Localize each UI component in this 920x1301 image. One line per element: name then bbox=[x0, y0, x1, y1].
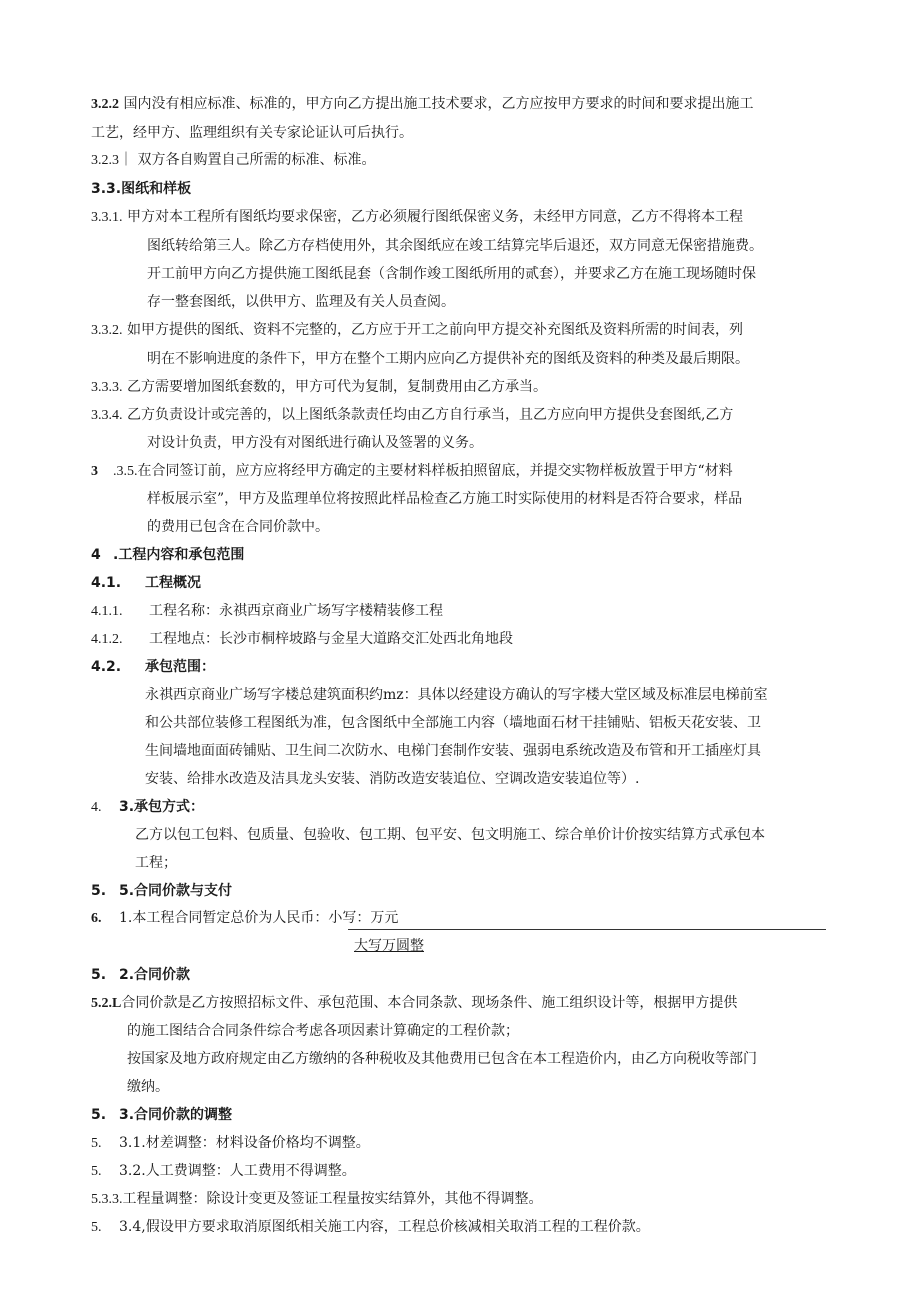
clause-5-2-1 bbox=[91, 994, 737, 1013]
clause-5-2-1-cont-2: 按国家及地方政府规定由乙方缴纳的各种税收及其他费用已包含在本工程造价内，由乙方向税收等部门 bbox=[127, 1051, 757, 1067]
clause-3-2-2-cont: 工艺，经甲方、监理组织有关专家论证认可后执行。 bbox=[91, 125, 413, 141]
section-number: 5. bbox=[91, 1107, 107, 1123]
clause-3-3-4-cont: 对设计负责，甲方没有对图纸进行确认及签署的义务。 bbox=[147, 435, 483, 451]
underline-rule bbox=[348, 929, 826, 930]
section-title: 承包范围： bbox=[145, 659, 215, 675]
clause-3-3-1-cont-3: 存一整套图纸，以供甲方、监理及有关人员查阅。 bbox=[147, 294, 455, 310]
clause-5-3-3 bbox=[91, 1190, 543, 1209]
clause-text: 甲方对本工程所有图纸均要求保密，乙方必须履行图纸保密义务，未经甲方同意，乙方不得将本工程 bbox=[126, 209, 743, 225]
clause-number: 3.3.1. bbox=[91, 210, 123, 225]
clause-number: 5. bbox=[91, 1220, 102, 1235]
section-title: 2.合同价款 bbox=[119, 967, 191, 983]
section-number: 5. bbox=[91, 883, 107, 899]
section-heading-4-3 bbox=[91, 798, 204, 817]
clause-3-3-2-cont: 明在不影响进度的条件下，甲方在整个工期内应向乙方提供补充的图纸及资料的种类及最后期限。 bbox=[147, 351, 749, 367]
clause-number: 3.2.2 bbox=[91, 97, 119, 112]
scope-text-1: 永祺西京商业广场写字楼总建筑面积约mz：具体以经建设方确认的写字楼大堂区域及标准层电梯前室 bbox=[145, 687, 768, 703]
clause-3-3-1-cont-2: 开工前甲方向乙方提供施工图纸昆套（含制作竣工图纸所用的贰套），并要求乙方在施工现场随时保 bbox=[147, 266, 756, 282]
clause-text: 如甲方提供的图纸、资料不完整的，乙方应于开工之前向甲方提交补充图纸及资料所需的时间表，列 bbox=[126, 322, 743, 338]
contract-mode-text-1: 乙方以包工包料、包质量、包验收、包工期、包平安、包文明施工、综合单价计价按实结算方式承包本 bbox=[135, 827, 765, 843]
clause-3-3-4 bbox=[91, 406, 733, 425]
clause-number: 3.2.3｜ bbox=[91, 153, 133, 168]
section-title: .工程内容和承包范围 bbox=[113, 547, 245, 563]
clause-text: 工程量调整：除设计变更及签证工程量按实结算外，其他不得调整。 bbox=[122, 1191, 543, 1207]
clause-5-3-1 bbox=[91, 1134, 370, 1153]
clause-number: 6. bbox=[91, 911, 102, 926]
section-number: 5. bbox=[91, 967, 107, 983]
clause-number: 4.1.2. bbox=[91, 632, 123, 647]
clause-text: 3.4,假设甲方要求取消原图纸相关施工内容，工程总价核减相关取消工程的工程价款。 bbox=[119, 1219, 650, 1235]
clause-text: 工程名称：永祺西京商业广场写字楼精装修工程 bbox=[149, 603, 443, 619]
clause-3-2-3 bbox=[91, 151, 375, 170]
clause-3-3-1-cont-1: 图纸转给第三人。除乙方存档使用外，其余图纸应在竣工结算完毕后退还，双方同意无保密措施费。 bbox=[147, 238, 763, 254]
clause-3-3-5-cont-2: 的费用已包含在合同价款中。 bbox=[147, 519, 329, 535]
clause-3-3-5-cont-1: 样板展示室”，甲方及监理单位将按照此样品检查乙方施工时实际使用的材料是否符合要求，样品 bbox=[147, 491, 743, 507]
clause-number: 3.3.2. bbox=[91, 323, 123, 338]
clause-number: 3.3.4. bbox=[91, 408, 123, 423]
clause-number: 3.3.3. bbox=[91, 380, 123, 395]
clause-text: 1.本工程合同暂定总价为人民币： bbox=[119, 910, 329, 926]
clause-3-3-5 bbox=[91, 462, 733, 481]
clause-5-3-4 bbox=[91, 1218, 650, 1237]
clause-3-3-2 bbox=[91, 321, 743, 340]
section-heading-5 bbox=[91, 882, 232, 900]
clause-text: 乙方负责设计或完善的，以上图纸条款责任均由乙方自行承当，且乙方应向甲方提供殳套图纸,乙方 bbox=[126, 407, 734, 423]
clause-text: 乙方需要增加图纸套数的，甲方可代为复制，复制费用由乙方承当。 bbox=[126, 379, 547, 395]
clause-number: 5. bbox=[91, 1164, 102, 1179]
clause-text: 国内没有相应标准、标准的，甲方向乙方提出施工技术要求，乙方应按甲方要求的时间和要求提出施工 bbox=[123, 96, 754, 112]
clause-subnumber: .3.5. bbox=[113, 464, 138, 479]
section-title: 3.承包方式： bbox=[119, 799, 205, 815]
section-title: 3.合同价款的调整 bbox=[119, 1107, 233, 1123]
contract-mode-text-2: 工程； bbox=[135, 855, 177, 871]
section-number: 4.1. bbox=[91, 575, 122, 591]
section-heading-5-2 bbox=[91, 966, 190, 984]
scope-text-4: 安装、给排水改造及洁具龙头安装、消防改造安装追位、空调改造安装追位等）. bbox=[145, 771, 640, 787]
clause-3-3-1 bbox=[91, 208, 743, 227]
clause-text: 合同价款是乙方按照招标文件、承包范围、本合同条款、现场条件、施工组织设计等，根据甲方提供 bbox=[121, 995, 738, 1011]
clause-3-3-3 bbox=[91, 378, 547, 397]
clause-number: 5.2.L bbox=[91, 996, 122, 1011]
scope-text-2: 和公共部位装修工程图纸为准，包含图纸中全部施工内容（墙地面石材干挂铺贴、铝板天花安装、卫 bbox=[145, 715, 761, 731]
clause-4-1-1 bbox=[91, 602, 443, 621]
section-number: 4.2. bbox=[91, 659, 122, 675]
price-uppercase: 大写万圆整 bbox=[354, 938, 424, 954]
section-number: 4 bbox=[91, 547, 101, 563]
section-heading-4-2 bbox=[91, 658, 215, 676]
clause-5-2-1-cont-1: 的施工图结合合同条件综合考虑各项因素计算确定的工程价款； bbox=[127, 1023, 519, 1039]
section-heading-5-3 bbox=[91, 1106, 232, 1124]
section-heading-3-3: 3.3.图纸和样板 bbox=[91, 181, 192, 197]
clause-3-2-2 bbox=[91, 95, 753, 114]
section-title: 工程概况 bbox=[145, 575, 201, 591]
section-heading-4 bbox=[91, 546, 244, 564]
clause-4-1-2 bbox=[91, 630, 513, 649]
contract-price-line bbox=[91, 909, 398, 928]
price-lowercase: 小写：万元 bbox=[328, 910, 399, 926]
clause-text: 3.2.人工费调整：人工费用不得调整。 bbox=[119, 1163, 356, 1179]
scope-text-3: 生间墙地面面砖铺贴、卫生间二次防水、电梯门套制作安装、强弱电系统改造及布管和开工插座灯具 bbox=[145, 743, 761, 759]
clause-number: 3 bbox=[91, 464, 98, 479]
clause-text: 3.1.材差调整：材料设备价格均不调整。 bbox=[119, 1135, 370, 1151]
clause-text: 双方各自购置自己所需的标准、标准。 bbox=[137, 152, 376, 168]
clause-number: 5. bbox=[91, 1136, 102, 1151]
clause-text: 在合同签订前，应方应将经甲方确定的主要材料样板拍照留底，并提交实物样板放置于甲方“材料 bbox=[137, 463, 733, 479]
clause-5-3-2 bbox=[91, 1162, 356, 1181]
section-title: 5.合同价款与支付 bbox=[119, 883, 233, 899]
section-number: 4. bbox=[91, 800, 102, 815]
clause-number: 4.1.1. bbox=[91, 604, 123, 619]
clause-text: 工程地点：长沙市桐梓坡路与金星大道路交汇处西北角地段 bbox=[149, 631, 513, 647]
section-heading-4-1 bbox=[91, 574, 201, 592]
clause-number: 5.3.3. bbox=[91, 1192, 123, 1207]
clause-5-2-1-cont-3: 缴纳。 bbox=[127, 1079, 169, 1095]
